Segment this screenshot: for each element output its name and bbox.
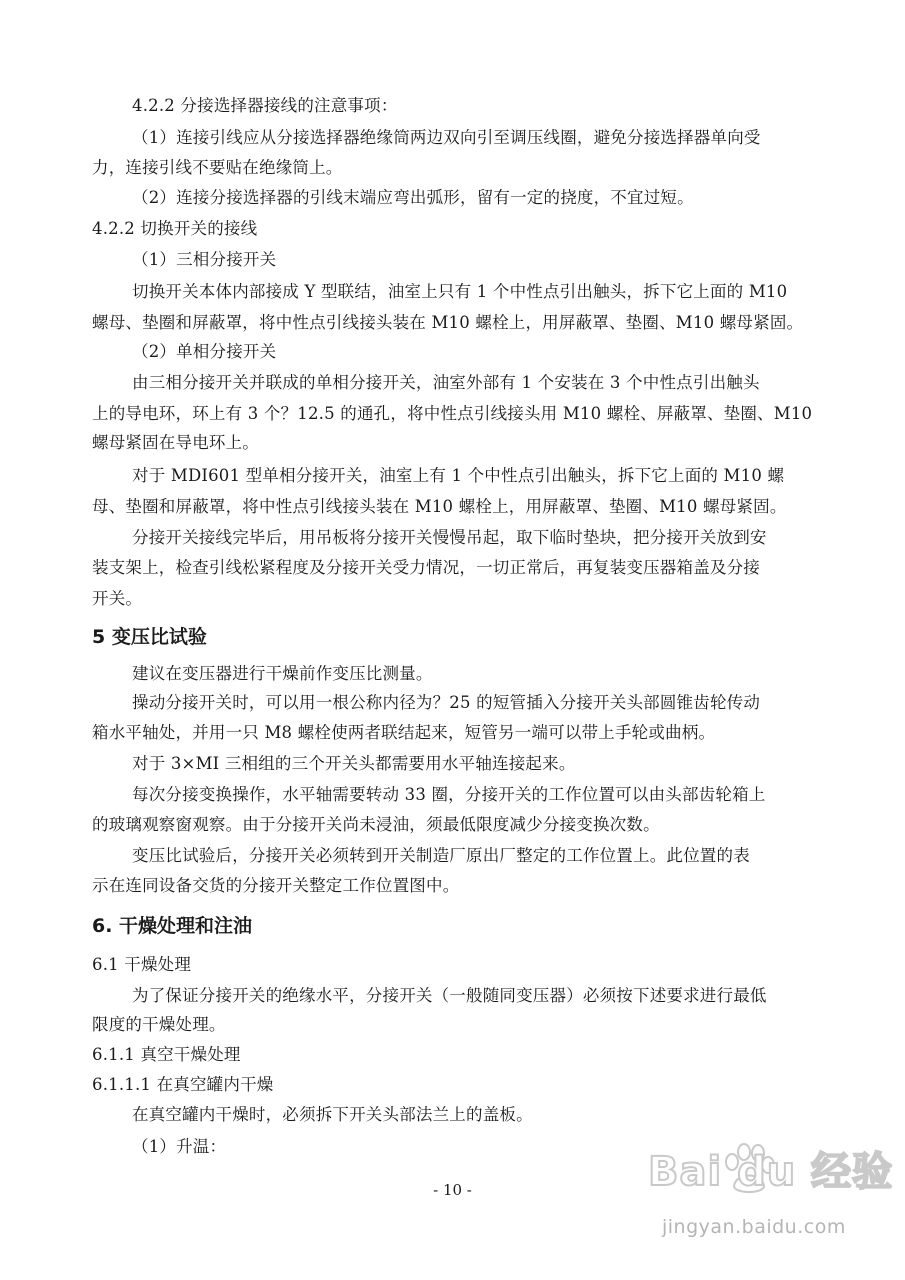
text-line: （2）单相分接开关 [132,342,277,361]
text-line: 母、垫圈和屏蔽罩，将中性点引线接头装在 M10 螺栓上，用屏蔽罩、垫圈、M10 螺母紧固。 [92,497,787,516]
baidu-jingyan-watermark [640,1138,894,1258]
text-line: 限度的干燥处理。 [92,1015,226,1034]
text-line: 切换开关本体内部接成 Y 型联结，油室上只有 1 个中性点引出触头，拆下它上面的 M10 [132,282,788,301]
section-heading: 5 变压比试验 [92,626,207,648]
text-line: 力，连接引线不要贴在绝缘筒上。 [92,158,343,177]
section-heading: 6. 干燥处理和注油 [92,915,253,937]
text-line: 建议在变压器进行干燥前作变压比测量。 [132,664,433,683]
text-line: 开关。 [92,589,143,608]
text-line: 上的导电环，环上有 3 个？12.5 的通孔，将中性点引线接头用 M10 螺栓、屏蔽罩、垫圈、M10 [92,404,813,423]
subsection-heading: 6.1.1.1 在真空罐内干燥 [92,1075,274,1094]
text-line: 由三相分接开关并联成的单相分接开关，油室外部有 1 个安装在 3 个中性点引出触头 [132,373,760,392]
text-line: 在真空罐内干燥时，必须拆下开关头部法兰上的盖板。 [132,1105,533,1124]
watermark-url: jingyan.baidu.com [662,1216,846,1238]
text-line: （2）连接分接选择器的引线末端应弯出弧形，留有一定的挠度，不宜过短。 [132,188,694,207]
text-line: 示在连同设备交货的分接开关整定工作位置图中。 [92,876,460,895]
subsection-heading: 4.2.2 切换开关的接线 [92,219,258,238]
text-line: （1）升温： [132,1137,227,1156]
text-line: 为了保证分接开关的绝缘水平，分接开关（一般随同变压器）必须按下述要求进行最低 [132,986,767,1005]
subsection-heading: 6.1.1 真空干燥处理 [92,1045,241,1064]
text-line: 的玻璃观察窗观察。由于分接开关尚未浸油，须最低限度减少分接变换次数。 [92,815,660,834]
text-line: 对于 3×MI 三相组的三个开关头都需要用水平轴连接起来。 [132,754,576,773]
text-line: 每次分接变换操作，水平轴需要转动 33 圈，分接开关的工作位置可以由头部齿轮箱上 [132,785,766,804]
text-line: 变压比试验后，分接开关必须转到开关制造厂原出厂整定的工作位置上。此位置的表 [132,846,750,865]
watermark-logo-text: Bai du 经验 [648,1149,894,1195]
text-line: 对于 MDI601 型单相分接开关，油室上有 1 个中性点引出触头，拆下它上面的 M10 螺 [132,466,785,485]
text-line: 分接开关接线完毕后，用吊板将分接开关慢慢吊起，取下临时垫块，把分接开关放到安 [132,528,767,547]
page-number: - 10 - [433,1181,472,1199]
text-line: 箱水平轴处，并用一只 M8 螺栓使两者联结起来，短管另一端可以带上手轮或曲柄。 [92,723,716,742]
text-line: 螺母紧固在导电环上。 [92,433,259,452]
text-line: 螺母、垫圈和屏蔽罩，将中性点引线接头装在 M10 螺栓上，用屏蔽罩、垫圈、M10 螺母紧固。 [92,313,804,332]
text-line: （1）连接引线应从分接选择器绝缘筒两边双向引至调压线圈，避免分接选择器单向受 [132,128,761,147]
subsection-heading: 6.1 干燥处理 [92,955,192,974]
text-line: 操动分接开关时，可以用一根公称内径为？25 的短管插入分接开关头部圆锥齿轮传动 [132,693,761,712]
text-line: （1）三相分接开关 [132,250,277,269]
text-line: 装支架上，检查引线松紧程度及分接开关受力情况，一切正常后，再复装变压器箱盖及分接 [92,558,760,577]
subsection-heading: 4.2.2 分接选择器接线的注意事项： [132,96,398,115]
